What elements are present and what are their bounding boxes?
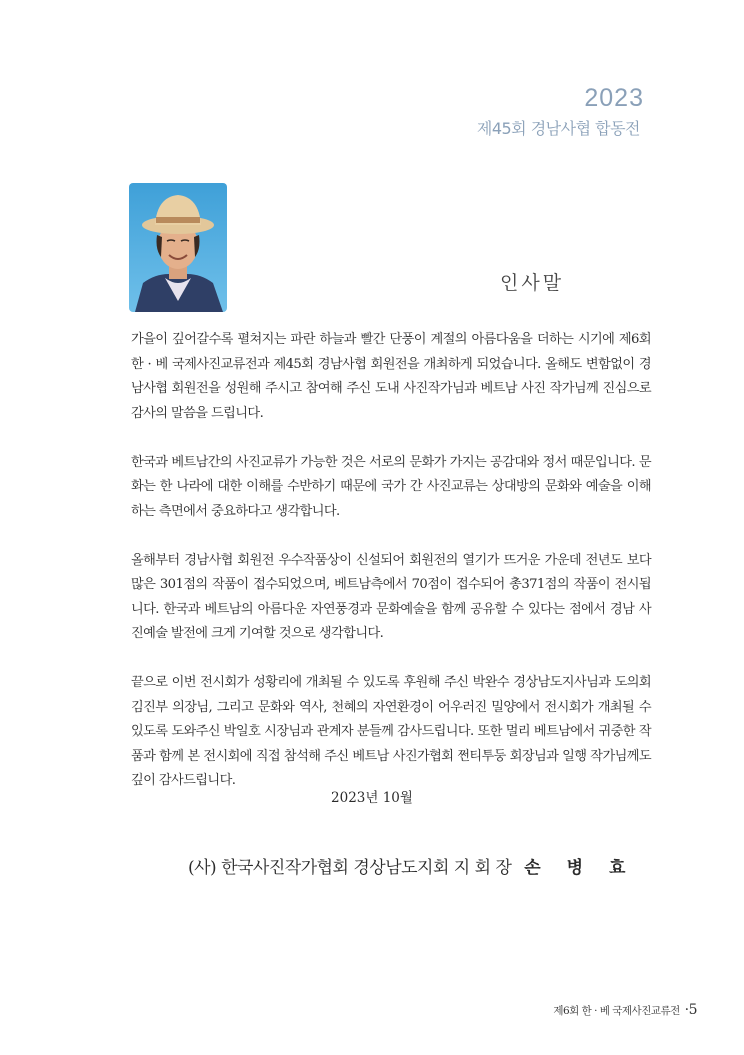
- page-footer: [553, 1002, 697, 1018]
- paragraph: 올해부터 경남사협 회원전 우수작품상이 신설되어 회원전의 열기가 뜨거운 가운데 전년도 보다 많은 301점의 작품이 접수되었으며, 베트남측에서 70점이 접수되어 총371점의 작품이 전시됩니다. 한국과 베트남의 아름다운 자연풍경과 문화예술을 함께 공유할 수 있다는 점에서 경남 사진예술 발전에 크게 기여할 것으로 생각합니다.: [131, 552, 651, 641]
- paragraph: 가을이 깊어갈수록 펼쳐지는 파란 하늘과 빨간 단풍이 계절의 아름다움을 더하는 시기에 제6회 한 · 베 국제사진교류전과 제45회 경남사협 회원전을 개최하게 되었습니다. 올해도 변함없이 경남사협 회원전을 성원해 주시고 참여해 주신 도내 사진작가님과 베트남 사진 작가님께 진심으로 감사의 말씀을 드립니다.: [131, 332, 651, 421]
- signature-title: (사) 한국사진작가협회 경상남도지회 지 회 장: [188, 858, 512, 878]
- paragraph: 끝으로 이번 전시회가 성황리에 개최될 수 있도록 후원해 주신 박완수 경상남도지사님과 도의회 김진부 의장님, 그리고 문화와 역사, 천혜의 자연환경이 어우러진 밀양에서 전시회가 개최될 수 있도록 도와주신 박일호 시장님과 관계자 분들께 감사드립니다. 또한 멀리 베트남에서 귀중한 작품과 함께 본 전시회에 직접 참석해 주신 베트남 사진가협회 쩐티투둥 회장님과 일행 작가님께도 깊이 감사드립니다.: [131, 675, 651, 788]
- greeting-body: [131, 328, 651, 818]
- header-year: 2023: [584, 84, 644, 112]
- page-number-value: 5: [688, 1002, 697, 1018]
- signature: [188, 853, 635, 878]
- author-portrait: [129, 183, 227, 312]
- page-number: ·5: [684, 1002, 697, 1018]
- date: 2023년 10월: [331, 790, 413, 806]
- footer-text: 제6회 한 · 베 국제사진교류전: [553, 1005, 680, 1017]
- paragraph: 한국과 베트남간의 사진교류가 가능한 것은 서로의 문화가 가지는 공감대와 정서 때문입니다. 문화는 한 나라에 대한 이해를 수반하기 때문에 국가 간 사진교류는 상대방의 문화와 예술을 이해하는 측면에서 중요하다고 생각합니다.: [131, 454, 651, 519]
- signature-name: 손 병 효: [524, 858, 636, 878]
- exhibition-title: 제45회 경남사협 합동전: [476, 119, 640, 138]
- greeting-title: 인사말: [500, 272, 565, 294]
